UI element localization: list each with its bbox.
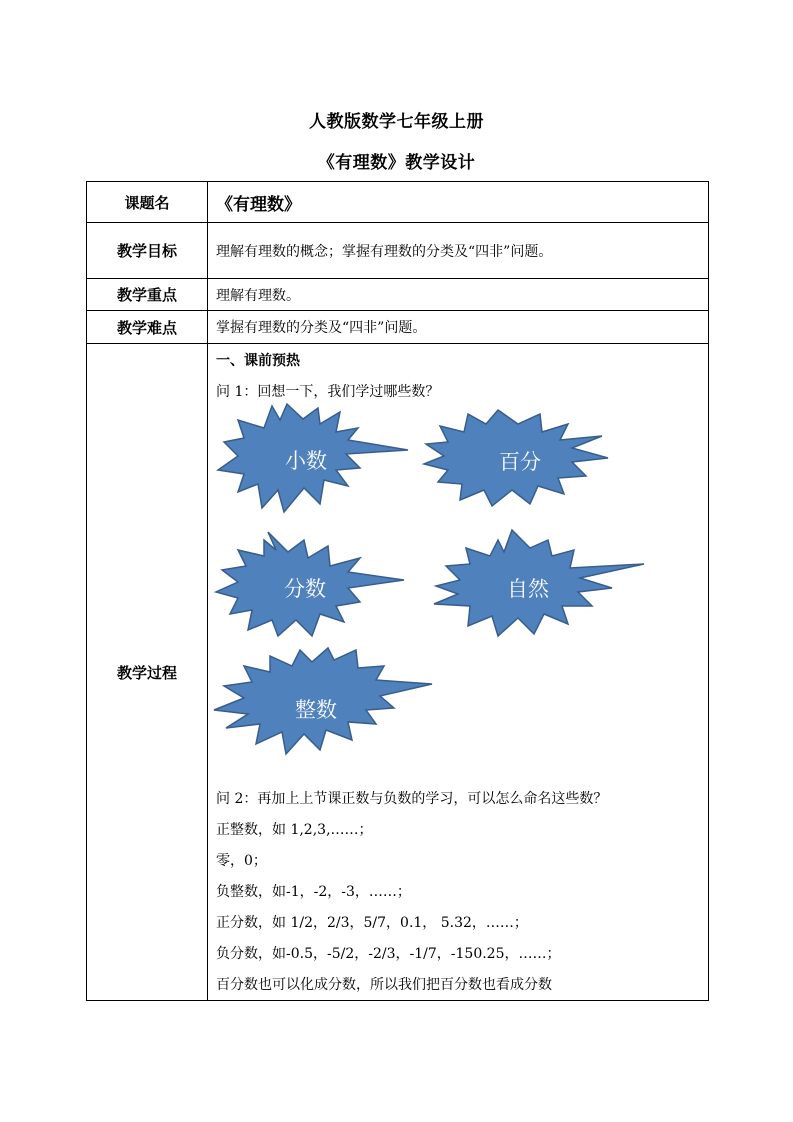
row-label-objective: 教学目标	[87, 223, 208, 279]
table-row	[87, 182, 709, 223]
burst-label: 分数	[284, 577, 326, 601]
document-title: 人教版数学七年级上册	[309, 112, 484, 132]
example-line: 正分数，如 1/2，2/3，5/7，0.1， 5.32，……；	[216, 915, 528, 931]
table-row	[87, 344, 709, 1001]
lesson-plan-table	[86, 181, 709, 1001]
burst-shape-integer	[214, 648, 432, 754]
row-value-topic: 《有理数》	[208, 182, 709, 223]
example-line: 百分数也可以化成分数，所以我们把百分数也看成分数	[216, 977, 552, 993]
process-content	[208, 344, 709, 1001]
row-value-key-point: 理解有理数。	[208, 279, 709, 311]
row-label-difficulty: 教学难点	[87, 311, 208, 344]
example-line: 负分数，如-0.5，-5/2，-2/3，-1/7，-150.25，……；	[216, 946, 561, 962]
example-line: 零，0；	[216, 853, 267, 869]
number-type-bursts	[208, 344, 710, 784]
question-1: 问 1：回想一下，我们学过哪些数？	[216, 384, 440, 400]
row-value-difficulty: 掌握有理数的分类及“四非”问题。	[208, 311, 709, 344]
burst-label: 自然	[507, 577, 549, 601]
example-line: 正整数，如 1,2,3,……；	[216, 822, 373, 838]
example-line: 负整数，如-1，-2，-3，……；	[216, 884, 411, 900]
burst-shape-natural	[434, 530, 644, 636]
table-row	[87, 279, 709, 311]
question-2: 问 2：再加上上节课正数与负数的学习，可以怎么命名这些数？	[216, 791, 608, 807]
burst-shape-decimal	[218, 404, 408, 512]
table-row	[87, 223, 709, 279]
document-subtitle: 《有理数》教学设计	[317, 153, 476, 173]
row-label-topic: 课题名	[87, 182, 208, 223]
row-value-objective: 理解有理数的概念；掌握有理数的分类及“四非”问题。	[208, 223, 709, 279]
row-label-key-point: 教学重点	[87, 279, 208, 311]
burst-label: 整数	[295, 698, 337, 722]
section-heading: 一、课前预热	[216, 353, 300, 369]
burst-label: 小数	[285, 449, 327, 473]
burst-shape-percent	[424, 410, 608, 506]
table-row	[87, 311, 709, 344]
row-label-process: 教学过程	[87, 344, 208, 1001]
burst-label: 百分	[499, 450, 541, 474]
burst-shape-fraction	[216, 532, 404, 636]
